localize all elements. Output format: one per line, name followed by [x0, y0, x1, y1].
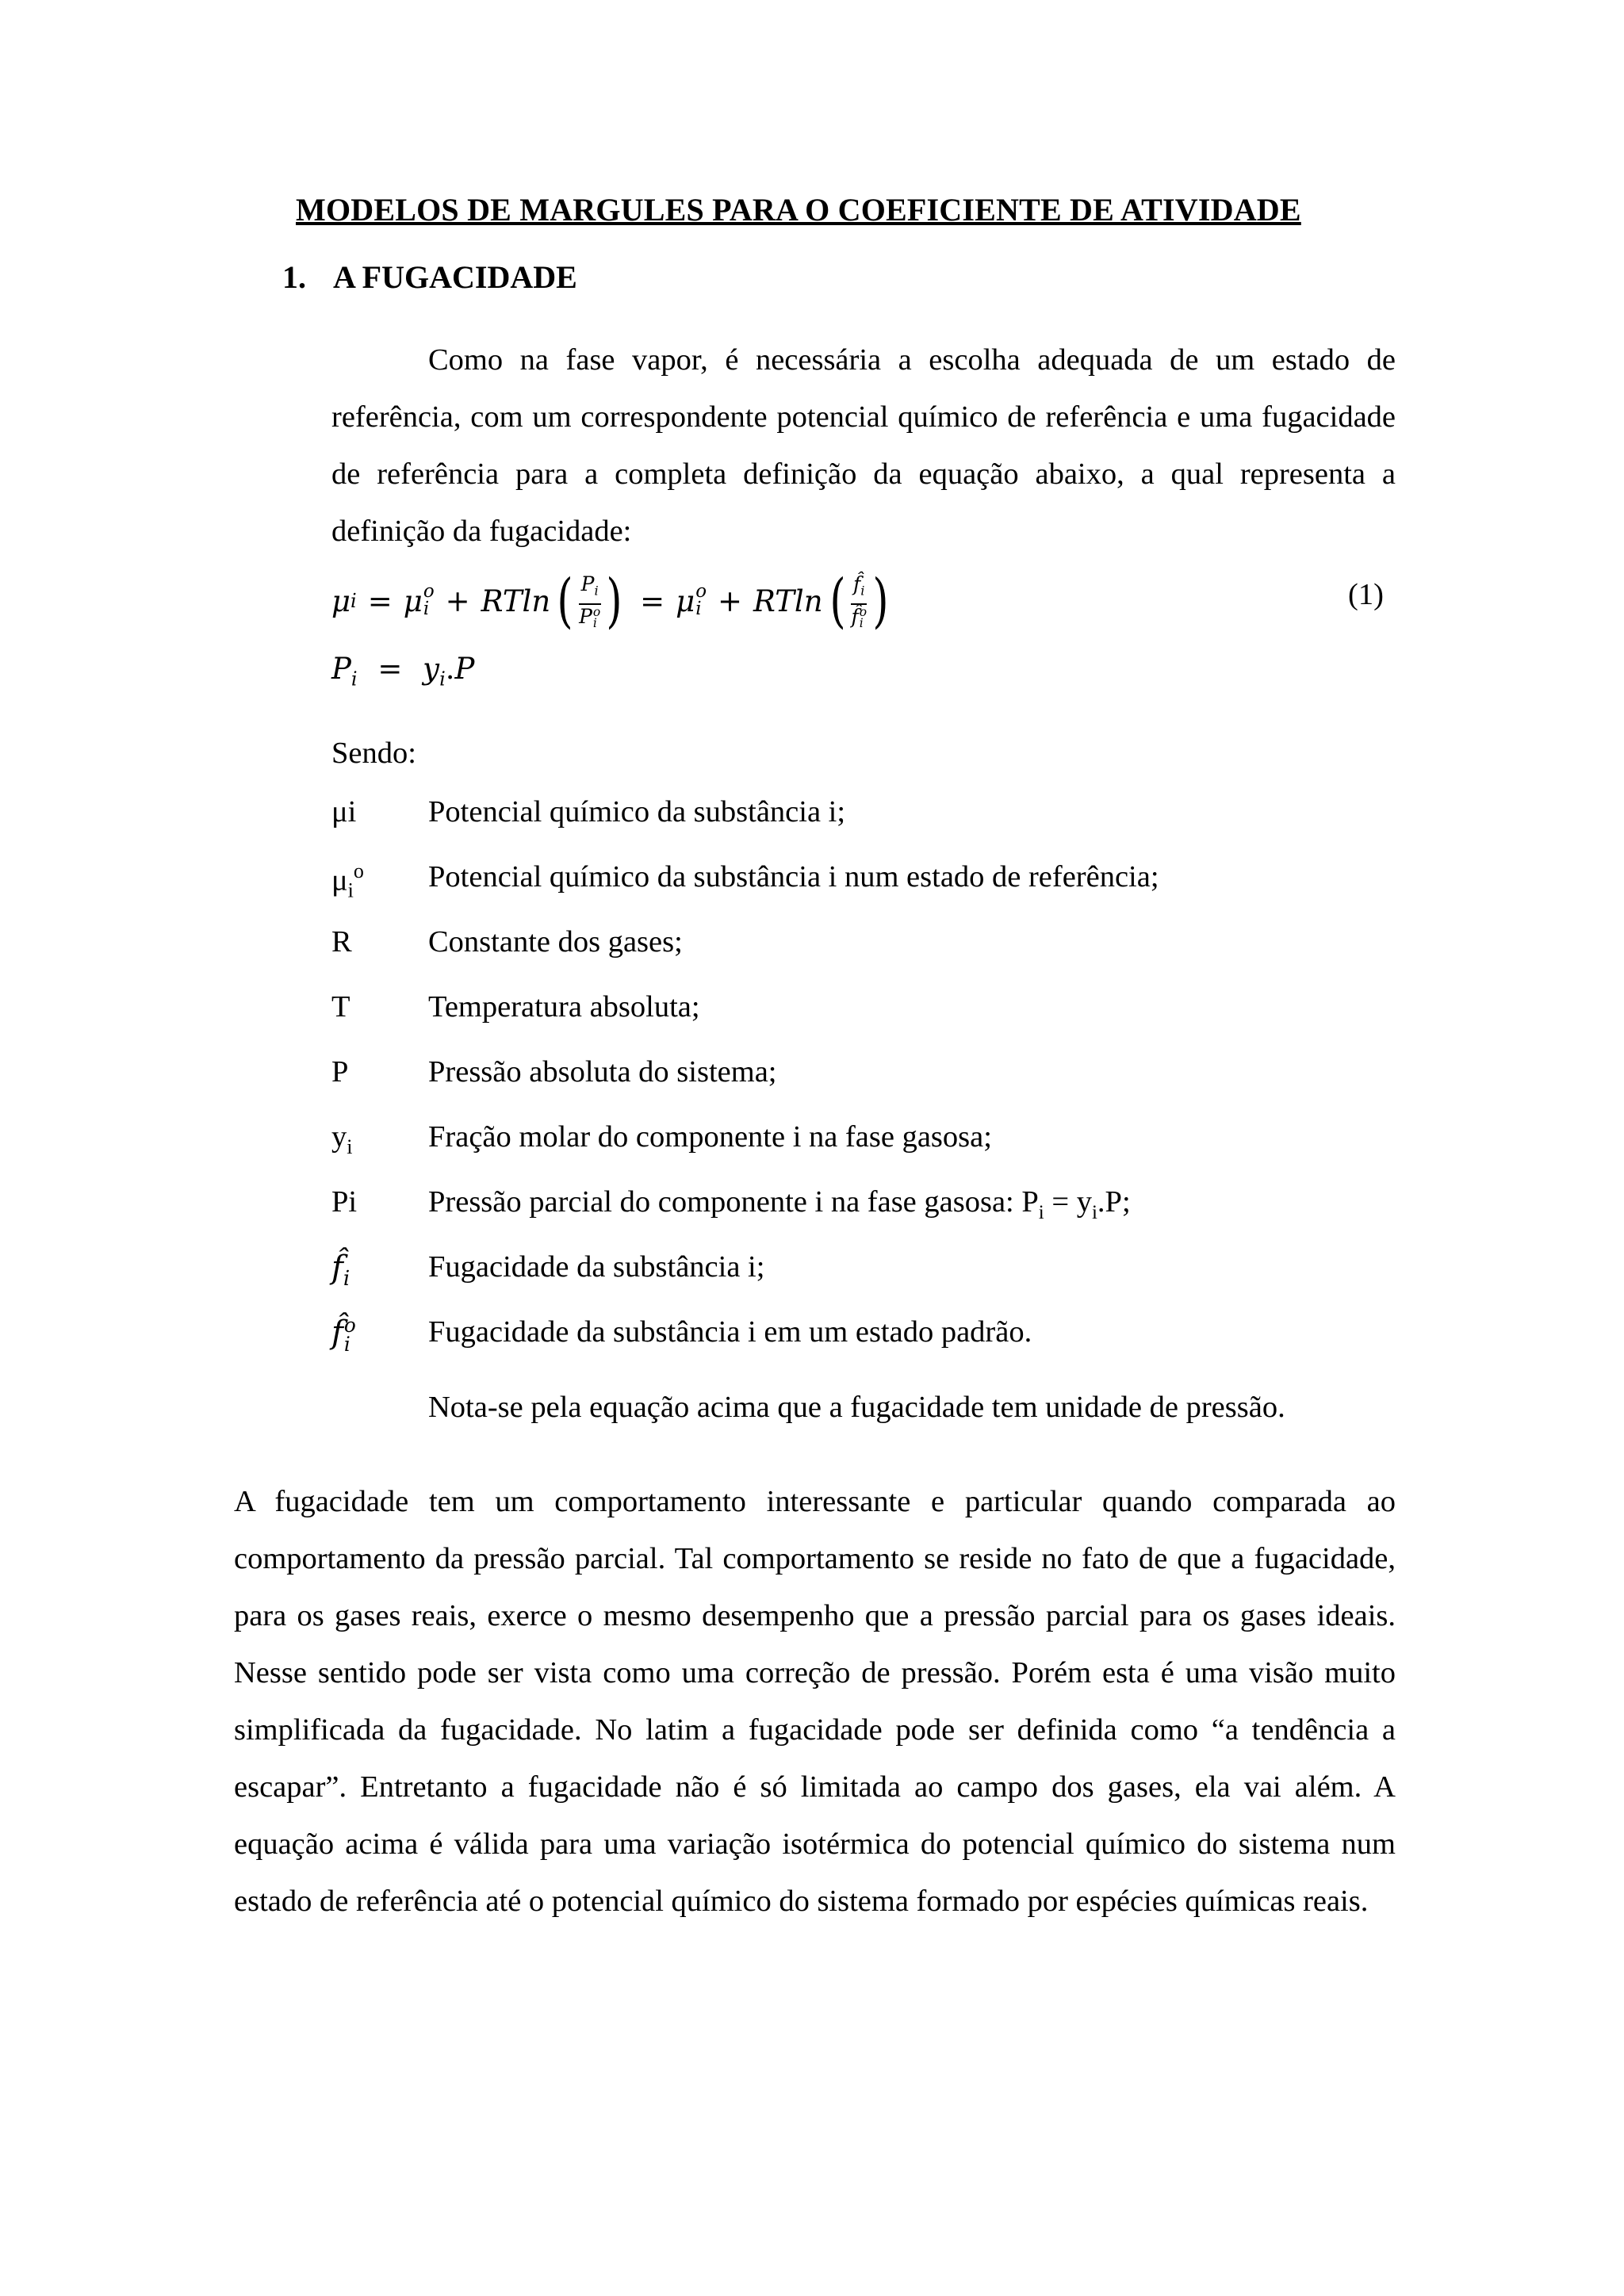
variable-row [331, 794, 1442, 859]
section-heading [282, 258, 577, 296]
eq-supsub: o i [423, 581, 435, 619]
variable-description: Pressão parcial do componente i na fase gasosa: $P_i = y_i.P$; [428, 1185, 1131, 1223]
variable-row [331, 1054, 1442, 1119]
variable-description: Pressão absoluta do sistema; [428, 1055, 777, 1089]
eq-mu: μ [331, 584, 351, 618]
intro-paragraph: Como na fase vapor, é necessária a escolha adequada de um estado de referência, com um correspondente potencial químico de referência e uma fugacidade de referência para a completa definição da equação abaixo, a qual representa a definição da fugacidade: [331, 343, 1396, 548]
document-title: MODELOS DE MARGULES PARA O COEFICIENTE DE ATIVIDADE [296, 192, 1301, 228]
variable-symbol: $\mu_i^o$ [331, 859, 364, 902]
eq-sub: i [350, 590, 357, 612]
variable-symbol: Pi [331, 1185, 358, 1219]
variable-description: Potencial químico da substância i num estado de referência; [428, 860, 1159, 894]
variable-row [331, 989, 1442, 1054]
variable-symbol: R [331, 925, 352, 959]
eq-plus: + [445, 584, 470, 618]
variable-symbol: T [331, 990, 350, 1024]
equation-partial-pressure: $P_i = y_i.P$ [331, 652, 475, 691]
variable-description: Potencial químico da substância i; [428, 795, 846, 828]
variable-description: Constante dos gases; [428, 925, 683, 959]
equation-number: (1) [1348, 578, 1384, 611]
note-text: Nota-se pela equação acima que a fugacidade tem unidade de pressão. [428, 1391, 1285, 1424]
section-number: 1. [282, 259, 306, 295]
eq-equals: = [640, 584, 665, 618]
eq-plus: + [718, 584, 743, 618]
body-paragraph: A fugacidade tem um comportamento interessante e particular quando comparada ao comportamento da pressão parcial. Tal comportamento se reside no fato de que a fugacidade, para os gases reais, exerce o mesmo desempenho que a pressão parcial para os gases ideais. Nesse sentido pode ser vista como uma correção de pressão. Porém esta é uma visão muito simplificada da fugacidade. No latim a fugacidade pode ser definida como “a tendência a escapar”. Entretanto a fugacidade não é só limitada ao campo dos gases, ela vai além. A equação acima é válida para uma variação isotérmica do potencial químico do sistema num estado de referência até o potencial químico do sistema formado por espécies químicas reais. [234, 1485, 1396, 1918]
variable-description: Fugacidade da substância i em um estado padrão. [428, 1315, 1032, 1349]
eq-equals: = [367, 584, 393, 618]
variable-symbol: μi [331, 795, 357, 828]
variable-row [331, 924, 1442, 989]
equation-fugacity-definition [331, 563, 895, 639]
eq-supsub: o i [695, 581, 707, 619]
variables-intro: Sendo: [331, 737, 416, 770]
section-title: A FUGACIDADE [333, 259, 577, 295]
variable-symbol: $y_i$ [331, 1120, 353, 1159]
variable-description: Fração molar do componente i na fase gasosa; [428, 1120, 992, 1154]
eq-fraction-pressure: ( $P_i$ P o i ) [557, 567, 622, 635]
variable-symbol: $f̂_i$ [331, 1249, 350, 1292]
eq-rtln: RTln [753, 584, 823, 618]
variable-row [331, 1184, 1442, 1249]
variable-row [331, 1249, 1442, 1314]
variable-row [331, 1314, 1442, 1380]
variable-row [331, 1119, 1442, 1184]
variable-symbol: f̂ o i [331, 1314, 356, 1356]
variable-symbol: P [331, 1055, 349, 1089]
variables-list [331, 794, 1442, 1380]
variable-row [331, 859, 1442, 924]
eq-mu: μ [676, 584, 695, 618]
eq-fraction-fugacity: ( $f̂_i$ f̂ o i ) [829, 567, 889, 635]
eq-rtln: RTln [481, 584, 551, 618]
eq-mu: μ [403, 584, 423, 618]
variable-description: Fugacidade da substância i; [428, 1250, 765, 1284]
variable-description: Temperatura absoluta; [428, 990, 700, 1024]
